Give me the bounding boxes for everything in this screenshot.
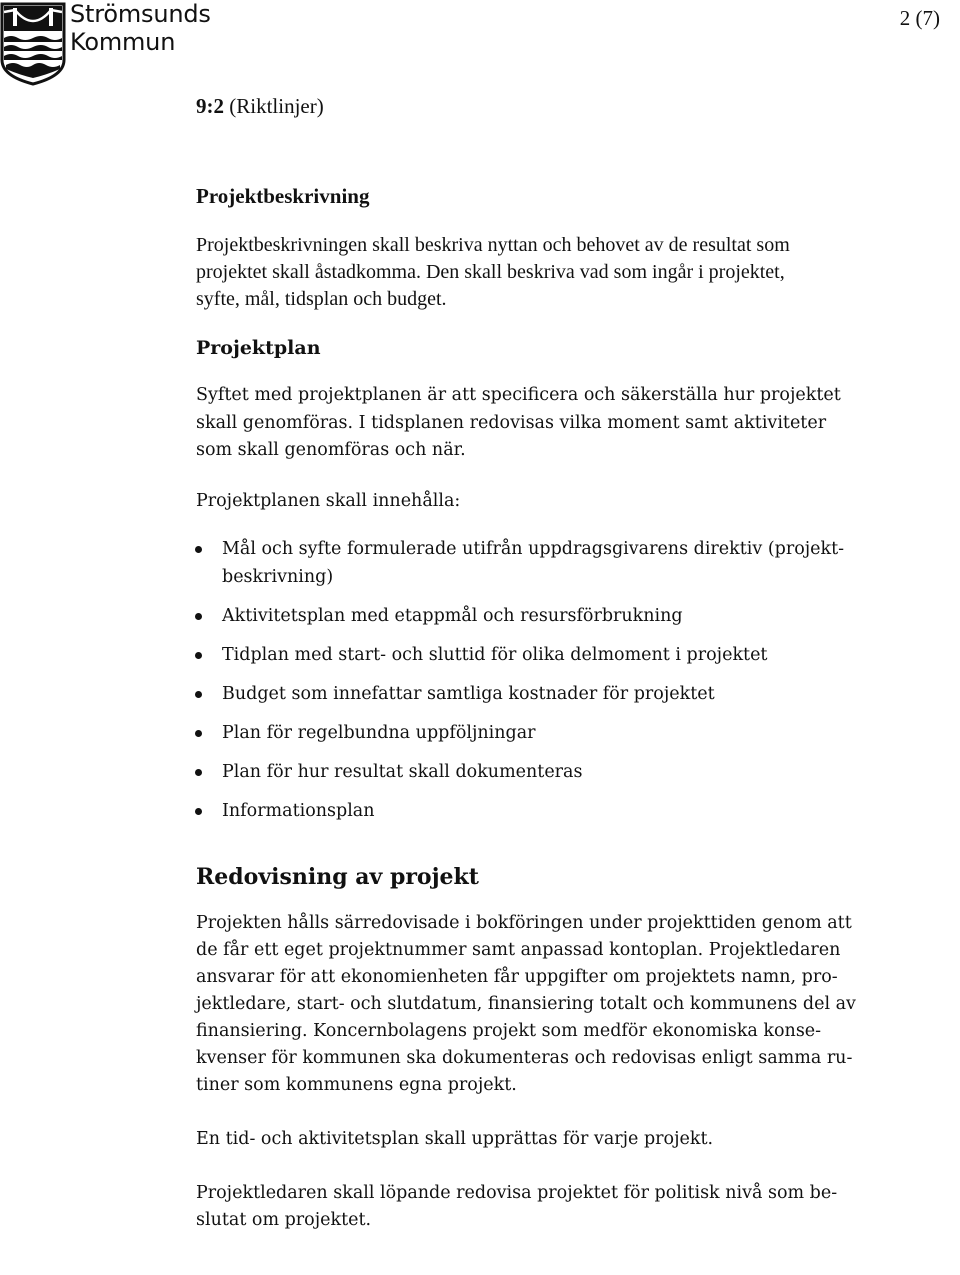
logo-wordmark bbox=[70, 0, 211, 56]
bullet-icon bbox=[195, 730, 202, 737]
projektplan-list-intro: Projektplanen skall innehålla: bbox=[196, 490, 461, 511]
bullet-icon bbox=[195, 808, 202, 815]
section-reference bbox=[196, 92, 926, 120]
text-line: ansvarar för att ekonomienheten får uppgifter om projektets namn, pro- bbox=[196, 966, 838, 987]
text-line: jektledare, start- och slutdatum, finansiering totalt och kommunens del av bbox=[196, 993, 856, 1014]
text-line: skall genomföras. I tidsplanen redovisas vilka moment samt aktiviteter bbox=[196, 412, 827, 433]
bullet-icon bbox=[195, 546, 202, 553]
projektplan-paragraph bbox=[196, 382, 926, 465]
list-item-text: beskrivning) bbox=[222, 566, 334, 587]
bullet-icon bbox=[195, 769, 202, 776]
text-line: finansiering. Koncernbolagens projekt som medför ekonomiska konse- bbox=[196, 1020, 822, 1041]
list-item-text: Tidplan med start- och sluttid för olika delmoment i projektet bbox=[222, 644, 768, 665]
text-line: kvenser för kommunen ska dokumenteras och redovisas enligt samma ru- bbox=[196, 1047, 853, 1068]
text-line: de får ett eget projektnummer samt anpassad kontoplan. Projektledaren bbox=[196, 939, 841, 960]
list-item bbox=[196, 758, 926, 786]
list-item bbox=[196, 719, 926, 747]
list-item-text: Aktivitetsplan med etappmål och resursförbrukning bbox=[222, 605, 683, 626]
tidsplan-paragraph: En tid- och aktivitetsplan skall upprättas för varje projekt. bbox=[196, 1128, 714, 1149]
list-item-text: Budget som innefattar samtliga kostnader för projektet bbox=[222, 683, 715, 704]
text-line: syfte, mål, tidsplan och budget. bbox=[196, 288, 447, 310]
list-item-text: Mål och syfte formulerade utifrån uppdragsgivarens direktiv (projekt- bbox=[222, 538, 845, 559]
text-line: Projektbeskrivningen skall beskriva nyttan och behovet av de resultat som bbox=[196, 234, 790, 256]
list-item bbox=[196, 797, 926, 825]
list-item bbox=[196, 602, 926, 630]
projektbeskrivning-paragraph bbox=[196, 232, 926, 313]
list-item-text: Plan för hur resultat skall dokumenteras bbox=[222, 761, 583, 782]
municipality-bridge-crest-icon bbox=[0, 2, 66, 86]
bullet-icon bbox=[195, 652, 202, 659]
document-body bbox=[196, 92, 926, 1234]
logo-line-1: Strömsunds bbox=[70, 0, 211, 28]
bullet-icon bbox=[195, 613, 202, 620]
redovisning-paragraph bbox=[196, 910, 916, 1099]
text-line: som skall genomföras och när. bbox=[196, 440, 466, 460]
projektbeskrivning-heading: Projektbeskrivning bbox=[196, 184, 370, 208]
redovisning-heading: Redovisning av projekt bbox=[196, 863, 479, 890]
text-line: projektet skall åstadkomma. Den skall beskriva vad som ingår i projektet, bbox=[196, 261, 785, 283]
list-item bbox=[196, 535, 926, 591]
projektplan-heading: Projektplan bbox=[196, 337, 321, 359]
text-line: tiner som kommunens egna projekt. bbox=[196, 1074, 517, 1095]
text-line: slutat om projektet. bbox=[196, 1209, 372, 1230]
section-number: 9:2 bbox=[196, 94, 224, 118]
list-item-text: Plan för regelbundna uppföljningar bbox=[222, 722, 536, 743]
list-item bbox=[196, 641, 926, 669]
projektplan-list bbox=[196, 535, 926, 825]
text-line: Projektledaren skall löpande redovisa projektet för politisk nivå som be- bbox=[196, 1182, 838, 1203]
list-item-text: Informationsplan bbox=[222, 800, 375, 821]
bullet-icon bbox=[195, 691, 202, 698]
projektledaren-paragraph bbox=[196, 1180, 916, 1234]
page-number: 2 (7) bbox=[899, 6, 940, 30]
text-line: Syftet med projektplanen är att specificera och säkerställa hur projektet bbox=[196, 385, 841, 405]
text-line: Projekten hålls särredovisade i bokföringen under projekttiden genom att bbox=[196, 912, 852, 933]
strömsunds-kommun-logo bbox=[0, 0, 210, 90]
logo-line-2: Kommun bbox=[70, 28, 176, 56]
section-title: (Riktlinjer) bbox=[229, 94, 324, 118]
list-item bbox=[196, 680, 926, 708]
